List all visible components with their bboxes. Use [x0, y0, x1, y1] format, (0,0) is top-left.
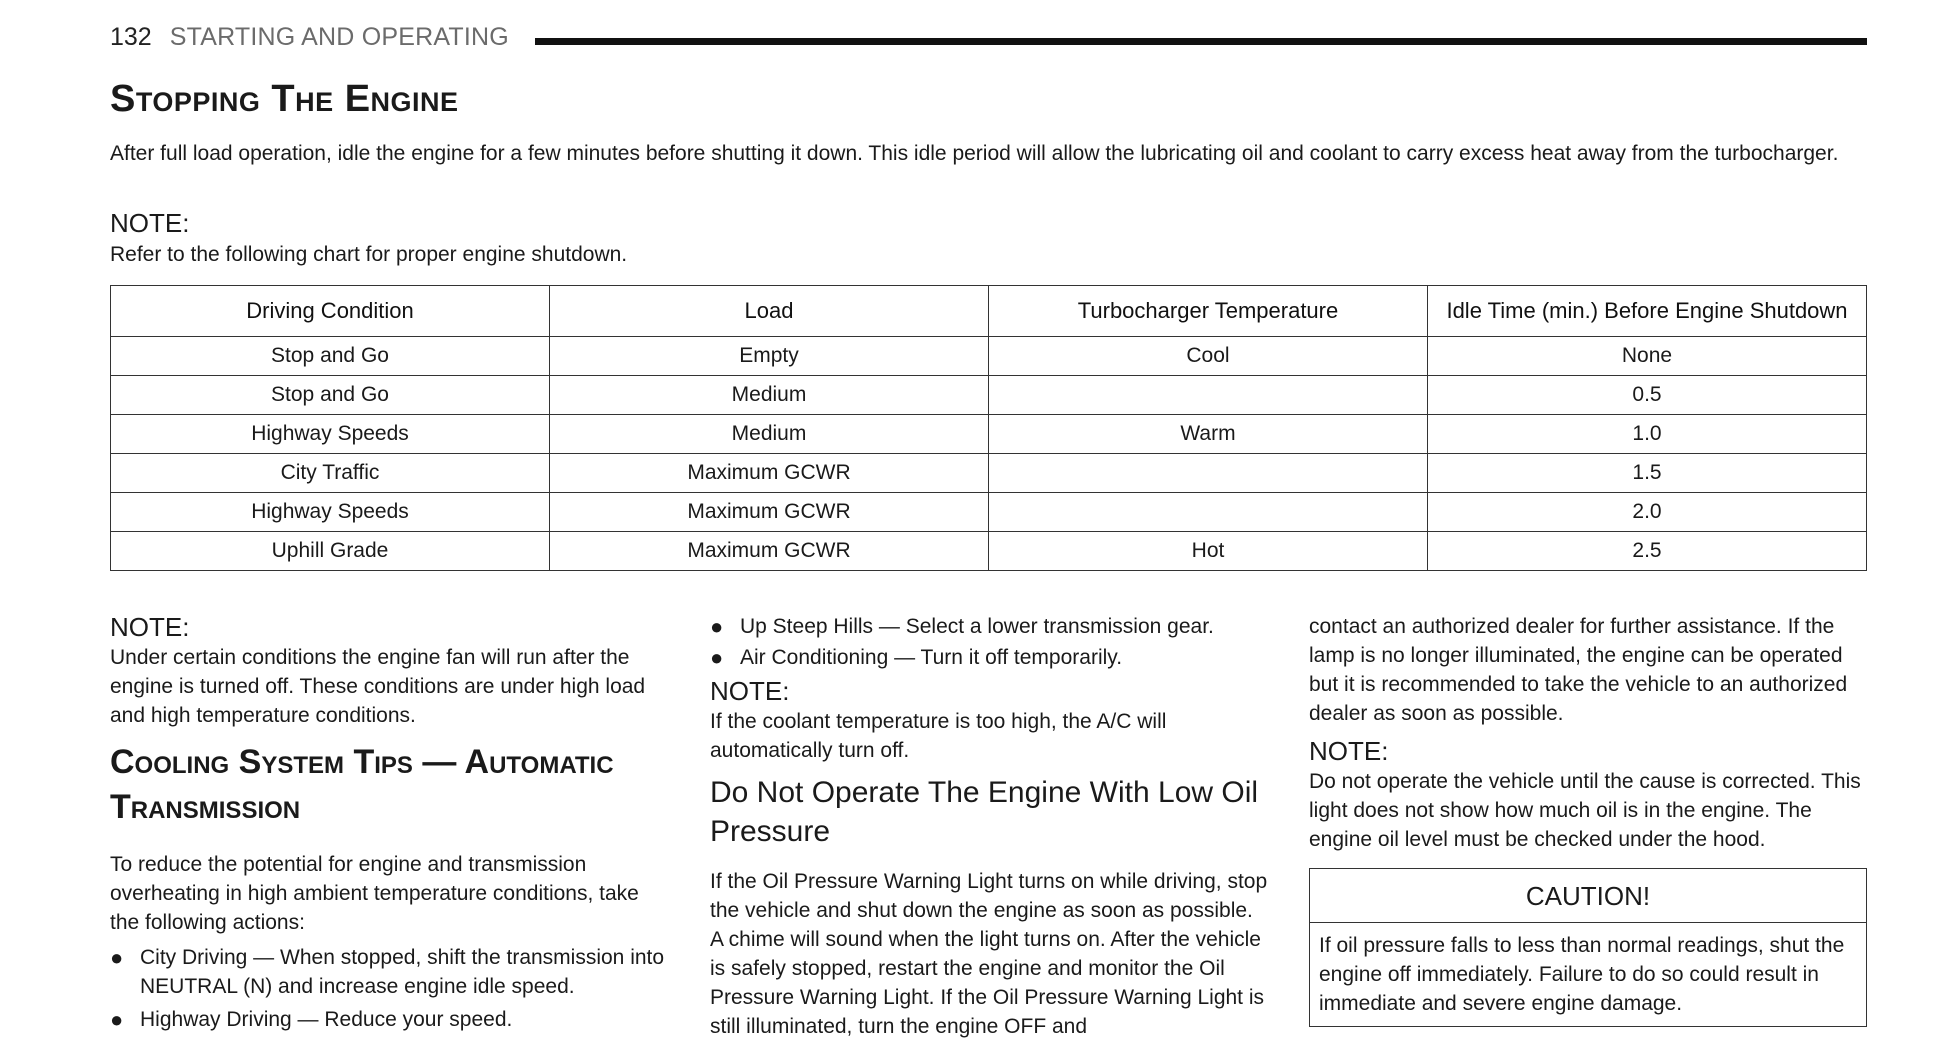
table-cell: Stop and Go: [111, 376, 550, 415]
table-cell: 0.5: [1428, 376, 1867, 415]
table-cell: Empty: [550, 337, 989, 376]
note-text: Under certain conditions the engine fan will run after the engine is turned off. These conditions are under high load and high temperature conditions.: [110, 646, 646, 727]
table-cell: 1.0: [1428, 415, 1867, 454]
table-row: [111, 415, 1867, 454]
table-row: [111, 376, 1867, 415]
table-cell: [989, 454, 1428, 493]
table-header-row: [111, 286, 1867, 337]
table-cell: 2.0: [1428, 493, 1867, 532]
header-rule: [535, 38, 1867, 45]
note-text: If the coolant temperature is too high, the A/C will automatically turn off.: [710, 710, 1167, 762]
table-header-cell: Turbocharger Temperature: [989, 286, 1428, 337]
note-text: Do not operate the vehicle until the cause is corrected. This light does not show how much oil is in the engine. The engine oil level must be checked under the hood.: [1309, 770, 1861, 851]
column-middle: [710, 612, 1270, 1041]
table-cell: 1.5: [1428, 454, 1867, 493]
column-right: [1309, 612, 1869, 1027]
list-item: [710, 612, 1270, 641]
page-number: 132: [110, 22, 152, 51]
table-row: [111, 454, 1867, 493]
table-header-cell: Driving Condition: [111, 286, 550, 337]
table-header-cell: Load: [550, 286, 989, 337]
caution-text: If oil pressure falls to less than normal readings, shut the engine off immediately. Failure to do so could result in immediate and severe engine damage.: [1319, 934, 1845, 1015]
table-row: [111, 493, 1867, 532]
bullet-icon: ●: [710, 645, 724, 670]
list-item-text: Air Conditioning — Turn it off temporarily.: [740, 646, 1123, 669]
table-cell: Cool: [989, 337, 1428, 376]
table-cell: Medium: [550, 415, 989, 454]
bullet-icon: ●: [110, 1007, 124, 1032]
page-header: [110, 22, 1867, 52]
continued-text: contact an authorized dealer for further assistance. If the lamp is no longer illuminated, the engine can be operated but it is recommended to take the vehicle to an authorized dealer as soon as possible.: [1309, 615, 1848, 725]
table-cell: Maximum GCWR: [550, 532, 989, 571]
bullet-icon: ●: [710, 614, 724, 639]
table-cell: Medium: [550, 376, 989, 415]
cooling-bullet-list: [110, 943, 670, 1034]
column-left: [110, 612, 670, 1038]
list-item: [710, 643, 1270, 672]
list-item-text: City Driving — When stopped, shift the transmission into NEUTRAL (N) and increase engine idle speed.: [140, 946, 665, 998]
note-label: NOTE:: [110, 208, 190, 238]
cooling-tips-title: Cooling System Tips — Automatic Transmission: [110, 743, 614, 826]
table-row: [111, 532, 1867, 571]
table-cell: Maximum GCWR: [550, 454, 989, 493]
table-cell: Highway Speeds: [111, 415, 550, 454]
table-header-cell: Idle Time (min.) Before Engine Shutdown: [1428, 286, 1867, 337]
cooling-intro: To reduce the potential for engine and transmission overheating in high ambient temperature conditions, take the following actions:: [110, 853, 639, 934]
note-text: Refer to the following chart for proper engine shutdown.: [110, 243, 628, 266]
table-cell: Warm: [989, 415, 1428, 454]
list-item-text: Highway Driving — Reduce your speed.: [140, 1008, 513, 1031]
caution-box: [1309, 868, 1867, 1027]
oil-pressure-text: If the Oil Pressure Warning Light turns on while driving, stop the vehicle and shut down the engine as soon as possible. A chime will sound when the light turns on. After the vehicle is safely stopped, restart the engine and monitor the Oil Pressure Warning Light. If the Oil Pressure Warning Light is still illuminated, turn the engine OFF and: [710, 870, 1268, 1038]
section-name: STARTING AND OPERATING: [169, 22, 509, 51]
section-title: Stopping The Engine: [110, 78, 459, 120]
oil-pressure-title: Do Not Operate The Engine With Low Oil Pressure: [710, 776, 1259, 848]
table-cell: [989, 376, 1428, 415]
table-cell: Uphill Grade: [111, 532, 550, 571]
shutdown-table: [110, 285, 1867, 571]
note-label: NOTE:: [110, 612, 190, 642]
table-cell: Stop and Go: [111, 337, 550, 376]
intro-paragraph: After full load operation, idle the engine for a few minutes before shutting it down. This idle period will allow the lubricating oil and coolant to carry excess heat away from the turbocharger.: [110, 142, 1839, 165]
table-cell: Hot: [989, 532, 1428, 571]
list-item: [110, 943, 670, 1001]
cooling-bullet-list-continued: [710, 612, 1270, 672]
table-row: [111, 337, 1867, 376]
table-cell: Highway Speeds: [111, 493, 550, 532]
note-label: NOTE:: [710, 676, 790, 706]
table-cell: None: [1428, 337, 1867, 376]
table-cell: [989, 493, 1428, 532]
table-cell: Maximum GCWR: [550, 493, 989, 532]
table-cell: City Traffic: [111, 454, 550, 493]
table-cell: 2.5: [1428, 532, 1867, 571]
note-label: NOTE:: [1309, 736, 1389, 766]
list-item: [110, 1005, 670, 1034]
list-item-text: Up Steep Hills — Select a lower transmission gear.: [740, 615, 1214, 638]
caution-label: CAUTION!: [1310, 869, 1866, 923]
bullet-icon: ●: [110, 945, 124, 970]
